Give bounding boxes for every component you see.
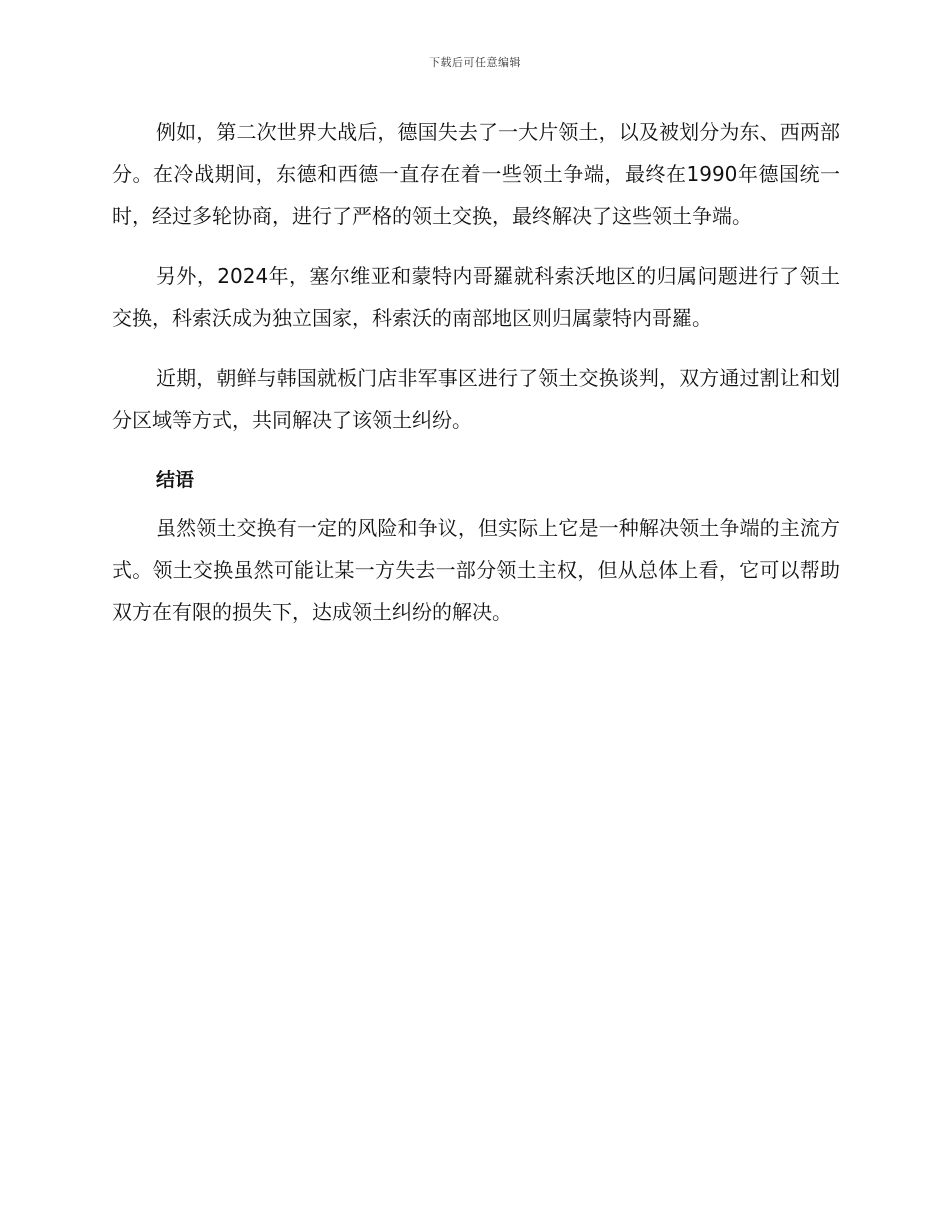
header-note: 下载后可任意编辑: [429, 56, 521, 69]
paragraph-kosovo: 另外，2024年，塞尔维亚和蒙特内哥羅就科索沃地区的归属问题进行了领土交换，科索沃成为独立国家，科索沃的南部地区则归属蒙特内哥羅。: [112, 264, 840, 330]
conclusion-heading: 结语: [156, 469, 195, 491]
paragraph-korea: 近期，朝鲜与韩国就板门店非军事区进行了领土交换谈判，双方通过割让和划分区域等方式，共同解决了该领土纠纷。: [112, 366, 840, 432]
document-body: [112, 111, 840, 651]
paragraph-conclusion: 虽然领土交换有一定的风险和争议，但实际上它是一种解决领土争端的主流方式。领土交换虽然可能让某一方失去一部分领土主权，但从总体上看，它可以帮助双方在有限的损失下，达成领土纠纷的解决。: [112, 516, 840, 624]
paragraph-germany: 例如，第二次世界大战后，德国失去了一大片领土，以及被划分为东、西两部分。在冷战期间，东德和西德一直存在着一些领土争端，最终在1990年德国统一时，经过多轮协商，进行了严格的领土交换，最终解决了这些领土争端。: [112, 120, 840, 228]
